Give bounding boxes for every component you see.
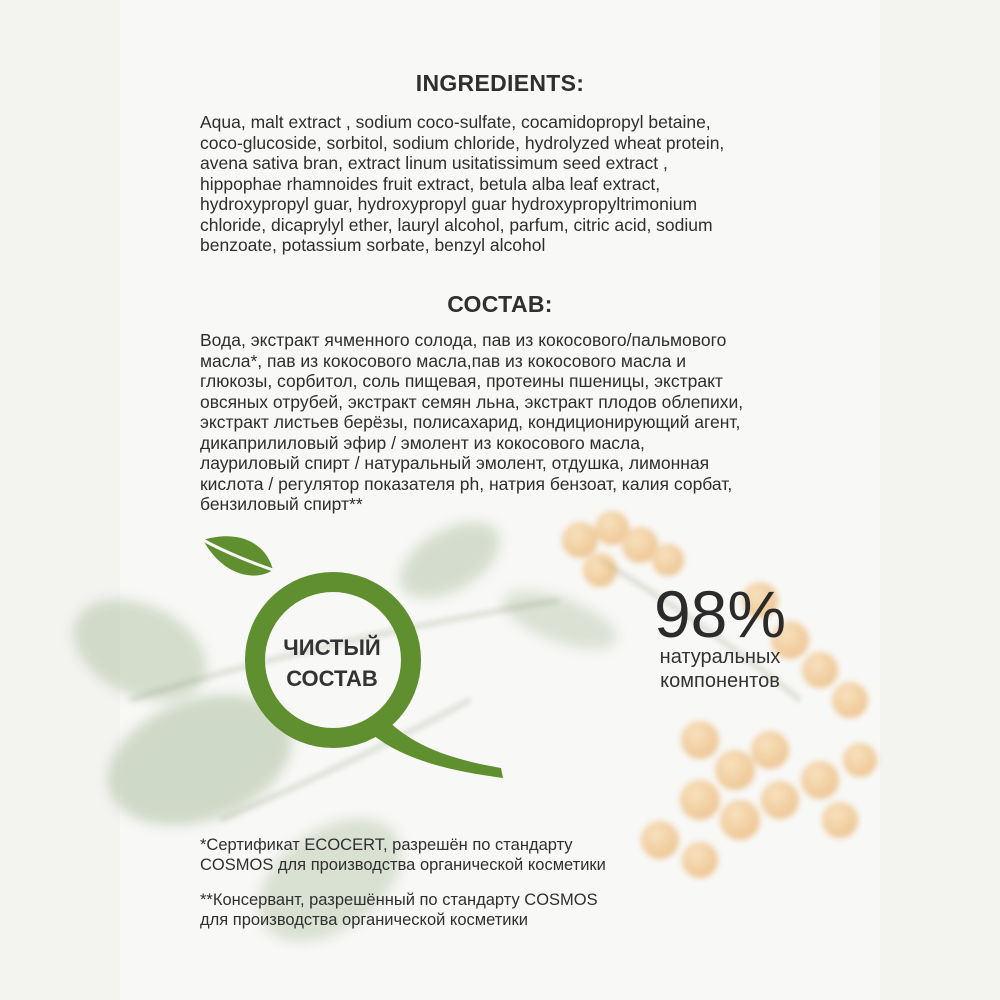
composition-line: глюкозы, сорбитол, соль пищевая, протеины пшеницы, экстракт [200, 371, 723, 391]
composition-line: овсяных отрубей, экстракт семян льна, экстракт плодов облепихи, [200, 391, 744, 412]
caption-line2: компонентов [660, 670, 780, 692]
composition-line: экстракт листьев берёзы, полисахарид, кондиционирующий агент, [200, 412, 741, 432]
composition-line: дикаприлиловый эфир / эмолент из кокосового масла, [200, 432, 645, 453]
ingredients-line: chloride, dicaprylyl ether, lauryl alcohol, parfum, citric acid, sodium [200, 214, 713, 235]
composition-list [200, 330, 800, 515]
badge-line2: СОСТАВ [286, 666, 378, 691]
natural-percent-caption [620, 645, 820, 693]
caption-line1: натуральных [659, 646, 781, 668]
ingredients-line: benzoate, potassium sorbate, benzyl alcohol [200, 235, 546, 255]
q-tail-icon [363, 718, 503, 778]
composition-line: Вода, экстракт ячменного солода, пав из кокосового/пальмового [200, 330, 727, 350]
composition-line: бензиловый спирт** [200, 494, 363, 514]
ingredients-list [200, 112, 800, 256]
ingredients-line: hydroxypropyl guar, hydroxypropyl guar hydroxypropyltrimonium [200, 194, 698, 214]
composition-line: лауриловый спирт / натуральный эмолент, отдушка, лимонная [200, 453, 710, 473]
composition-line: кислота / регулятор показателя ph, натрия бензоат, калия сорбат, [200, 473, 733, 494]
ingredients-line: avena sativa bran, extract linum usitatissimum seed extract , [200, 153, 668, 173]
ingredients-line: hippophae rhamnoides fruit extract, betula alba leaf extract, [200, 173, 661, 194]
footnote-line: для производства органической косметики [200, 911, 528, 929]
footnote-preservative [200, 890, 720, 930]
badge-label [262, 632, 402, 694]
ingredients-line: Aqua, malt extract , sodium coco-sulfate, cocamidopropyl betaine, [200, 112, 711, 132]
footnote-line: **Консервант, разрешённый по стандарту COSMOS [200, 891, 598, 909]
natural-percent: 98% [653, 577, 787, 651]
composition-title: СОСТАВ: [447, 291, 553, 317]
footnote-line: *Сертификат ECOCERT, разрешён по стандарту [200, 836, 573, 854]
footnote-line: COSMOS для производства органической косметики [200, 856, 606, 874]
ingredients-line: coco-glucoside, sorbitol, sodium chloride, hydrolyzed wheat protein, [200, 132, 725, 153]
composition-line: масла*, пав из кокосового масла,пав из кокосового масла и [200, 350, 687, 371]
ingredients-title: INGREDIENTS: [415, 70, 585, 96]
badge-line1: ЧИСТЫЙ [283, 635, 381, 660]
footnote-ecocert [200, 835, 720, 875]
